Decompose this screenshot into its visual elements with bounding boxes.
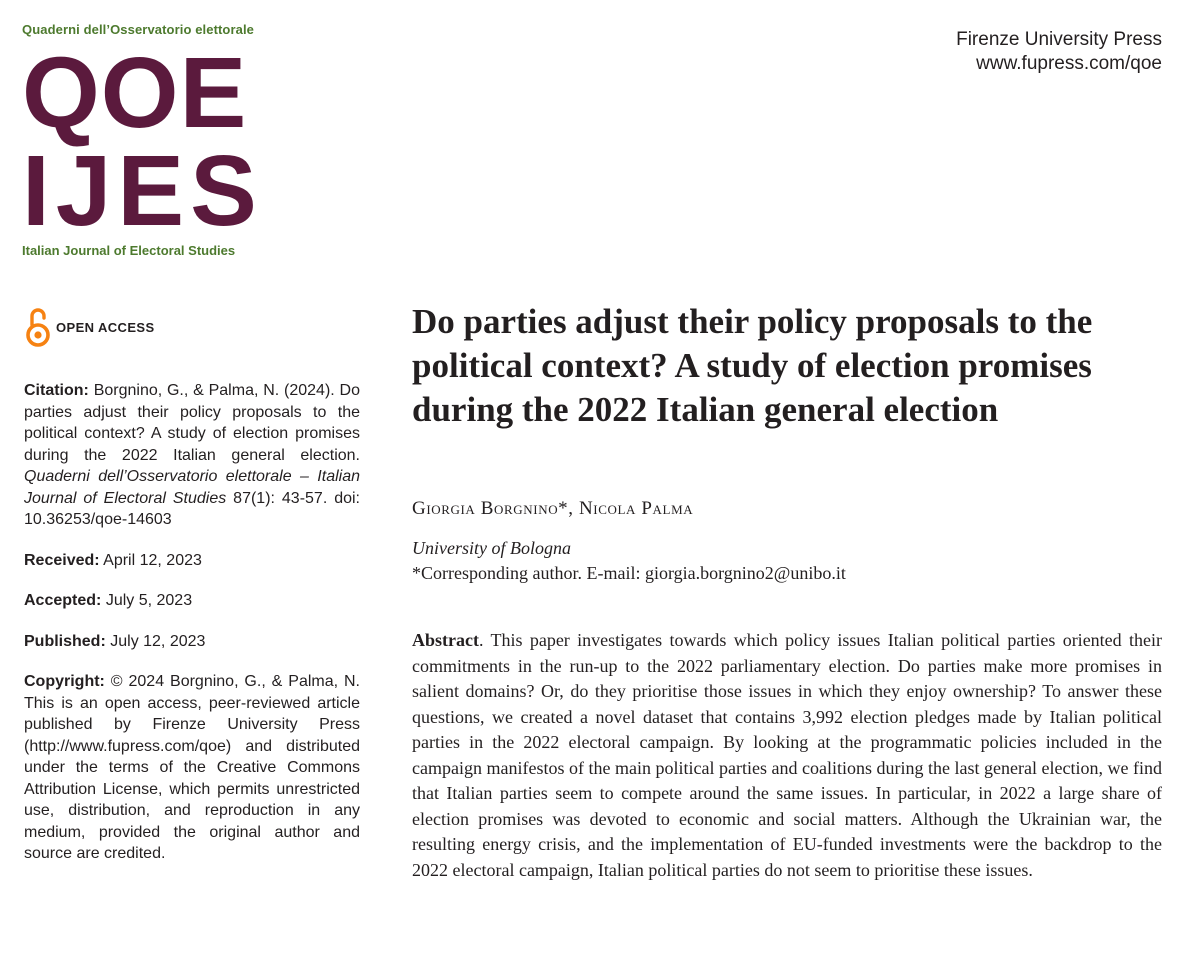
published-date: July 12, 2023 (110, 632, 206, 650)
published (24, 631, 360, 653)
citation (24, 380, 360, 531)
article-sidebar (24, 380, 360, 865)
citation-label: Citation: (24, 382, 89, 399)
citation-text: Borgnino, G., & Palma, N. (2024). Do parties adjust their policy proposals to the political context? A study of election promises during the 2022 Italian general election. (24, 382, 360, 464)
publisher-name: Firenze University Press (956, 29, 1162, 50)
accepted-date: July 5, 2023 (105, 592, 193, 609)
author-affiliation: University of Bologna (412, 538, 571, 558)
publisher-url[interactable]: www.fupress.com/qoe (976, 53, 1162, 74)
accepted (24, 590, 360, 612)
series-name: Quaderni dell’Osservatorio elettorale (22, 22, 254, 37)
abstract-label: Abstract (412, 630, 479, 650)
copyright-text: © 2024 Borgnino, G., & Palma, N. This is an open access, peer-reviewed article published by Firenze University Press (http://www.fupress.com/qoe) and distributed under the terms of the Creative Commons Attribution License, which permits unrestricted use, distribution, and reproduction in any medium, provided the original author and source are credited. (24, 673, 360, 862)
corresponding-author: *Corresponding author. E-mail: giorgia.borgnino2@unibo.it (412, 563, 846, 583)
open-access-badge (26, 306, 155, 348)
logo-qoe: QOE (22, 37, 248, 149)
citation-journal: Quaderni dell’Osservatorio elettorale – Italian Journal of Electoral Studies (24, 468, 360, 507)
copyright-label: Copyright: (24, 673, 105, 690)
publisher-block (956, 28, 1162, 76)
open-access-label: OPEN ACCESS (56, 319, 155, 335)
journal-logo (22, 22, 282, 258)
open-access-lock-icon (26, 306, 50, 348)
article-title: Do parties adjust their policy proposals to the political context? A study of election promises during the 2022 Italian general election (412, 302, 1093, 429)
logo-ijes: IJES (22, 135, 263, 247)
received-date: April 12, 2023 (103, 551, 202, 569)
journal-name: Italian Journal of Electoral Studies (22, 243, 236, 258)
received-label: Received: (24, 551, 100, 569)
published-label: Published: (24, 632, 106, 650)
abstract (412, 628, 1162, 883)
accepted-label: Accepted: (24, 592, 102, 609)
received (24, 550, 360, 572)
abstract-text: . This paper investigates towards which policy issues Italian political parties oriented their commitments in the run-up to the 2022 parliamentary election. Do parties make more promises in salient domains? Or, do they prioritise those issues in which they enjoy ownership? To answer these questions, we created a novel dataset that contains 3,992 election pledges made by Italian political parties in the 2022 electoral campaign. By looking at the programmatic policies included in the campaign manifestos of the main political parties and coalitions during the last general election, we find that Italian parties seem to compete around the same issues. In particular, in 2022 a large share of election promises was devoted to economic and social matters. Although the Ukrainian war, the resulting energy crisis, and the implementation of EU-funded investments were the backdrop to the 2022 electoral campaign, Italian political parties do not seem to prioritise these issues. (412, 630, 1162, 880)
article-authors: Giorgia Borgnino*, Nicola Palma (412, 498, 694, 519)
copyright (24, 671, 360, 865)
citation-tail[interactable]: 87(1): 43-57. doi: 10.36253/qoe-14603 (24, 489, 360, 528)
